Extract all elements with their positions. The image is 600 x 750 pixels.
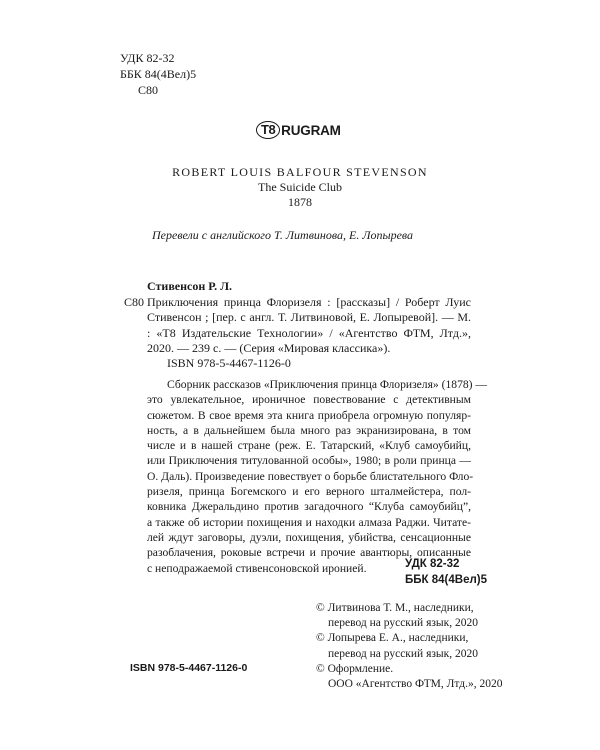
author-mark: С80 <box>138 83 159 97</box>
bbk-code: ББК 84(4Вел)5 <box>120 67 197 81</box>
copyright-line: ООО «Агентство ФТМ, Лтд.», 2020 <box>328 678 503 691</box>
annotation-line: Сборник рассказов «Приключения принца Флоризеля» (1878) — <box>167 378 488 391</box>
original-edition <box>0 165 600 210</box>
footer-isbn: ISBN 978-5-4467-1126-0 <box>130 662 248 674</box>
annotation-line: ковника Джеральдино против загадочного “Клуба самоубийц”, <box>147 500 471 514</box>
annotation-line: а также об истории похищения и находки алмаза Раджи. Читате- <box>147 515 471 529</box>
copyright-line: © Литвинова Т. М., наследники, <box>316 602 474 614</box>
annotation <box>147 377 488 576</box>
copyright-line: © Оформление. <box>316 662 394 675</box>
annotation-line: сюжетом. В свое время эта книга приобрела огромную популяр- <box>147 408 471 422</box>
catalog-code: С80 <box>124 295 145 309</box>
annotation-line: ризеля, принца Богемского и его верного шталмейстера, пол- <box>147 485 471 499</box>
logo-name: RUGRAM <box>281 122 341 138</box>
annotation-line: лей ждут заговоры, дуэли, похищения, убийства, сенсационные <box>147 530 471 544</box>
copyright-line: перевод на русский язык, 2020 <box>328 647 478 660</box>
publisher-logo <box>256 121 341 139</box>
catalog-description: Приключения принца Флоризеля : [рассказы] / Роберт Луис Стивенсон ; [пер. с англ. Т. Литвиновой, Е. Лопыревой]. — М. : «Т8 Издательские Технологии» / «Агентство ФТМ, Лтд.», 2020. — 239 с. — (Серия «Мировая классика»). <box>147 295 471 355</box>
catalog-author-heading: Стивенсон Р. Л. <box>147 279 233 293</box>
annotation-line: числе и в нашей стране (реж. Е. Татарский, «Клуб самоубийц, <box>147 439 471 453</box>
annotation-line: ность, а в дальнейшем была много раз экранизирована, в том <box>147 423 471 437</box>
annotation-line: разоблачения, роковые встречи и прочие авантюры, описанные <box>147 546 471 560</box>
annotation-line: это увлекательное, ироничное повествование с детективным <box>147 393 471 407</box>
copyright-block <box>316 601 503 692</box>
original-title: The Suicide Club <box>258 180 342 194</box>
annotation-line: О. Даль). Произведение повествует о борьбе блистательного Фло- <box>147 469 474 483</box>
annotation-line: с неподражаемой стивенсоновской иронией. <box>147 561 367 575</box>
annotation-line: или Приключения титулованной особы», 1980; в роли принца — <box>147 454 471 468</box>
copyright-line: © Лопырева Е. А., наследники, <box>316 632 469 645</box>
copyright-line: перевод на русский язык, 2020 <box>328 617 478 630</box>
footer-udk-code: УДК 82-32 <box>405 558 460 570</box>
logo-badge: T8 <box>256 121 280 139</box>
footer-classification-codes <box>405 556 487 588</box>
catalog-isbn: ISBN 978-5-4467-1126-0 <box>167 356 291 370</box>
classification-codes <box>120 50 196 98</box>
original-author: ROBERT LOUIS BALFOUR STEVENSON <box>172 165 428 179</box>
udk-code: УДК 82-32 <box>120 51 175 65</box>
footer-bbk-code: ББК 84(4Вел)5 <box>405 574 487 586</box>
translators-line: Перевели с английского Т. Литвинова, Е. Лопырева <box>152 228 414 242</box>
original-year: 1878 <box>288 195 312 209</box>
